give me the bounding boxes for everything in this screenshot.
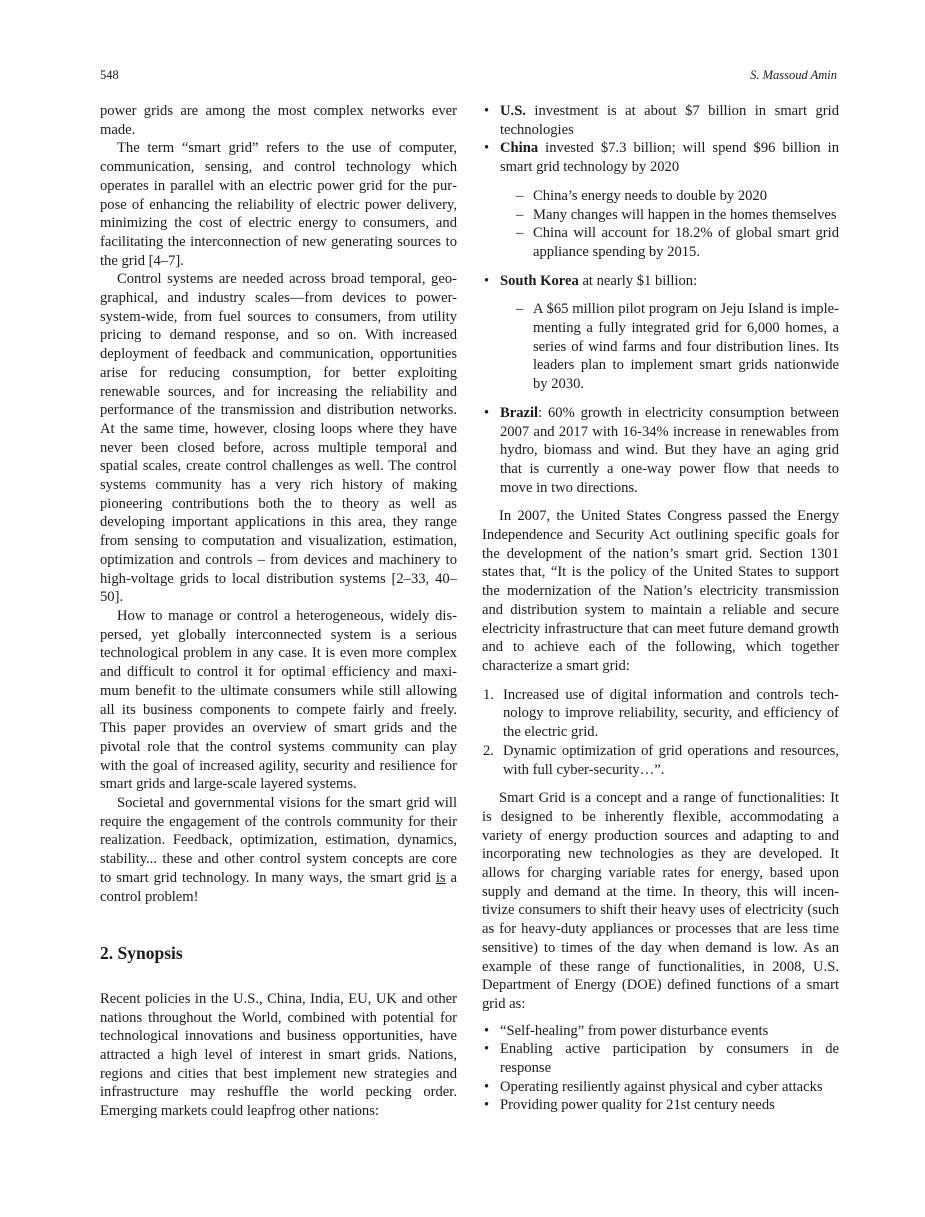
paragraph: Recent policies in the U.S., China, India, EU, UK and other nations throughout the World, combined with potential for technological innovations and business opportunities, have attracted a high level of interest in smart grids. Nations, regions and cities that best implement new strategies and infrastructure may reshuffle the world pecking order. Emerging markets could leapfrog other nations: xyxy=(100,990,457,1120)
list-item xyxy=(482,272,839,394)
numbered-list xyxy=(482,686,839,780)
text: at nearly $1 billion: xyxy=(578,272,698,289)
paragraph: power grids are among the most complex networks ever made. xyxy=(100,103,457,138)
bold-label: China xyxy=(500,140,539,157)
left-column xyxy=(100,102,457,1121)
numbered-item xyxy=(482,686,839,742)
section-heading: 2. Synopsis xyxy=(100,943,183,964)
list-item: • “Self-healing” from power disturbance events xyxy=(482,1022,839,1041)
sub-item: – China will account for 18.2% of global smart grid appliance spending by 2015. xyxy=(500,224,839,261)
list-item: • Providing power quality for 21st century needs xyxy=(482,1096,839,1115)
underlined-word: is xyxy=(435,869,446,886)
paragraph: Smart Grid is a concept and a range of functionalities: It is designed to be inherently flexible, accommodating a variety of energy production sources and adapting to and incorporating new technologies as they are developed. It allows for charging variable rates for energy, based upon supply and demand at the time. In theory, this will incentivize consumers to shift their heavy uses of electricity (such as for heavy-duty appliances or processes that are less time sensitive) to times of the day when demand is low. As an example of these range of functionalities, in 2008, U.S. Department of Energy (DOE) defined functions of a smart grid as: xyxy=(482,790,839,1012)
item-number: 1. xyxy=(483,686,494,703)
text: investment is at about $7 billion in smart grid technologies xyxy=(500,103,839,138)
list-item: • Operating resiliently against physical and cyber attacks xyxy=(482,1078,839,1097)
text: Increased use of digital information and controls technology to improve reliability, security, and efficiency of the electric grid. xyxy=(503,686,839,741)
sub-item: – A $65 million pilot program on Jeju Island is implementing a fully integrated grid for 6,000 homes, a series of wind farms and four distribution lines. Its leaders plan to implement smart grids nationwide by 2030. xyxy=(500,300,839,394)
numbered-item xyxy=(482,742,839,779)
sub-item: – Many changes will happen in the homes themselves xyxy=(500,206,839,225)
country-list xyxy=(482,102,839,497)
item-number: 2. xyxy=(483,742,494,759)
right-column xyxy=(482,102,839,1115)
running-author: S. Massoud Amin xyxy=(750,68,837,82)
paragraph: In 2007, the United States Congress passed the Energy Independence and Security Act outlining specific goals for the development of the nation’s smart grid. Section 1301 states that, “It is the policy of the United States to support the modernization of the Nation’s electricity transmission and distribution system to maintain a reliable and secure electricity infrastructure that can meet future demand growth and to achieve each of the following, which together characterize a smart grid: xyxy=(482,508,839,674)
paragraph: The term “smart grid” refers to the use of computer, communication, sensing, and control technology which operates in parallel with an electric power grid for the purpose of enhancing the reliability of electric power delivery, minimizing the cost of electric energy to consumers, and facilitating the interconnection of new generating sources to the grid [4–7]. xyxy=(100,140,457,269)
sub-item: – China’s energy needs to double by 2020 xyxy=(500,187,839,206)
text: Dynamic optimization of grid operations and resources, with full cyber-security…”. xyxy=(503,742,839,778)
bold-label: Brazil xyxy=(500,404,539,421)
text: invested $7.3 billion; will spend $96 billion in smart grid technology by 2020 xyxy=(500,140,839,176)
paragraph: Control systems are needed across broad temporal, geographical, and industry scales—from devices to power-system-wide, from fuel sources to consumers, from utility pricing to demand response, and so on. With increased deployment of feedback and communication, opportunities arise for reducing consumption, for better exploiting renewable sources, and for increasing the reliability and performance of the transmission and distribution networks. At the same time, however, closing loops where they have never been closed before, across multiple temporal and spatial scales, create control challenges as well. The control systems community has a very rich history of making pioneering contributions both the to theory as well as developing important applications in this area, they range from sensing to computation and visualization, estimation, optimization and controls – from devices and machinery to high-voltage grids to local distribution systems [2–33, 40–50]. xyxy=(100,271,457,606)
page-number: 548 xyxy=(100,68,119,82)
bold-label: U.S. xyxy=(500,103,526,119)
list-item xyxy=(482,102,839,139)
list-item xyxy=(482,139,839,261)
paragraph: How to manage or control a heterogeneous, widely dispersed, yet globally interconnected system is a serious technological problem in any case. It is even more complex and difficult to control it for optimal efficiency and maximum benefit to the ultimate consumers while still allowing all its business components to compete fairly and freely. This paper provides an overview of smart grids and the pivotal role that the control systems community can play with the goal of increased agility, security and resilience for smart grids and large-scale layered systems. xyxy=(100,607,457,793)
list-item xyxy=(482,404,839,498)
doe-functions-list xyxy=(482,1022,839,1116)
list-item: • Enabling active participation by consumers in de response xyxy=(482,1040,839,1077)
text: Societal and governmental visions for the smart grid will require the engagement of the controls community for their realization. Feedback, optimization, estimation, dynamics, stability... these and other control system concepts are core to smart grid technology. In many ways, the smart grid xyxy=(100,795,457,886)
bold-label: South Korea xyxy=(500,272,579,289)
text: : 60% growth in electricity consumption between 2007 and 2017 with 16-34% increase in renewables from hydro, biomass and wind. But they have an aging grid that is currently a one-way power flow that needs to move in two directions. xyxy=(500,404,839,496)
text: a control problem! xyxy=(100,869,457,905)
paragraph xyxy=(100,794,457,906)
